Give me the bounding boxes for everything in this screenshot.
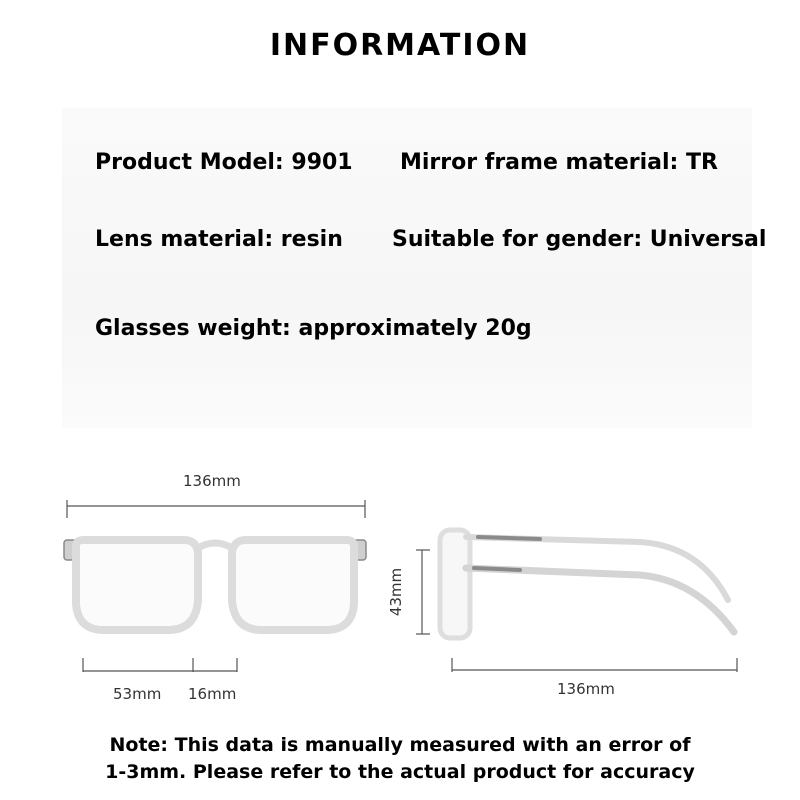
height-dimension-line xyxy=(416,550,430,634)
frame-height-label: 43mm xyxy=(387,567,406,617)
lower-temple-icon xyxy=(466,568,734,632)
bridge-icon xyxy=(198,543,232,548)
glasses-front-view xyxy=(64,500,366,672)
front-width-dimension-line xyxy=(67,500,365,518)
left-lens-frame-icon xyxy=(76,540,198,630)
upper-temple-core-icon xyxy=(478,537,540,539)
frame-profile-icon xyxy=(440,530,470,638)
front-width-label: 136mm xyxy=(183,472,241,490)
spec-product-model: Product Model: 9901 xyxy=(95,150,353,175)
lens-bridge-dimension-line xyxy=(83,658,237,672)
spec-gender: Suitable for gender: Universal xyxy=(392,227,767,252)
temple-length-label: 136mm xyxy=(557,680,615,698)
spec-lens-material: Lens material: resin xyxy=(95,227,343,252)
spec-frame-material: Mirror frame material: TR xyxy=(400,150,718,175)
bridge-width-label: 16mm xyxy=(188,685,237,703)
lens-width-label: 53mm xyxy=(113,685,162,703)
temple-length-dimension-line xyxy=(452,658,737,672)
note-line-1: Note: This data is manually measured with an error of xyxy=(109,734,691,756)
lower-temple-core-icon xyxy=(474,568,520,570)
page-title: INFORMATION xyxy=(269,28,531,63)
note-line-2: 1-3mm. Please refer to the actual product for accuracy xyxy=(105,761,695,783)
glasses-side-view xyxy=(416,530,737,672)
spec-weight: Glasses weight: approximately 20g xyxy=(95,316,532,341)
right-lens-frame-icon xyxy=(232,540,354,630)
